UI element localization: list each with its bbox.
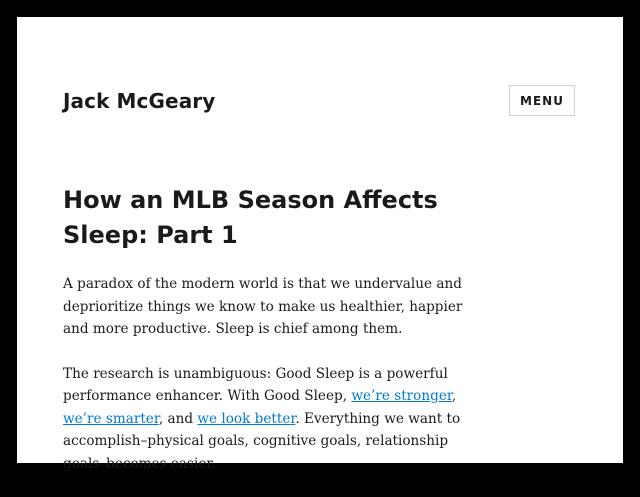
separator-text: , and — [158, 410, 198, 427]
paragraph-research — [63, 363, 483, 476]
link-look-better[interactable]: we look better — [197, 410, 296, 427]
site-title[interactable]: Jack McGeary — [63, 89, 216, 113]
link-smarter[interactable]: we’re smarter — [63, 410, 159, 427]
link-stronger[interactable]: we’re stronger — [351, 388, 452, 404]
menu-button[interactable]: MENU — [509, 85, 575, 116]
post-title: How an MLB Season Affects Sleep: Part 1 — [63, 186, 438, 249]
paragraph-text: The research is unambiguous: Good Sleep is a powerful performance enhancer. With Good Sleep, — [63, 365, 448, 404]
separator-text: , — [451, 388, 457, 404]
post-content — [63, 273, 483, 497]
paragraph-text: . Everything we want to accomplish–physical goals, cognitive goals, relationship goals–becomes easier. — [63, 410, 461, 472]
page-frame — [17, 17, 623, 472]
paragraph-intro: A paradox of the modern world is that we undervalue and deprioritize things we know to make us healthier, happier and more productive. Sleep is chief among them. — [63, 276, 463, 337]
